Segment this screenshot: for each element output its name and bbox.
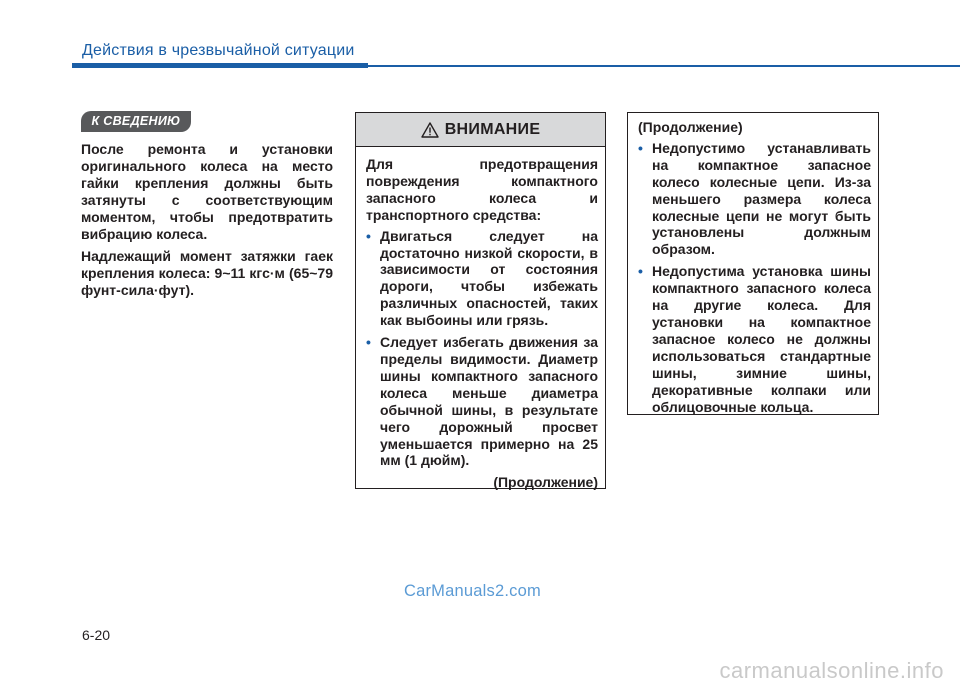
bullet-icon: • [366, 334, 371, 351]
bullet-icon: • [638, 263, 643, 280]
list-item-text: Двигаться следует на достаточно низкой скорости, в зависимости от состояния дороги, чтобы избежать различных опасностей, таких как выбоины или грязь. [380, 227, 598, 329]
note-paragraph: После ремонта и установки оригинального колеса на место гайки крепления должны быть затянуты с соответствующим моментом, чтобы предотвратить вибрацию колеса. [81, 141, 333, 242]
warning-intro: Для предотвращения повреждения компактного запасного колеса и транспортного средства: [366, 156, 598, 223]
continued-heading: (Продолжение) [638, 119, 743, 135]
list-item [366, 334, 598, 469]
header-rule-accent [72, 63, 368, 68]
continued-box [627, 112, 879, 415]
warning-list [366, 228, 598, 470]
warning-box [355, 112, 606, 489]
bullet-icon: • [638, 139, 643, 156]
warning-title: ВНИМАНИЕ [444, 120, 541, 138]
header-rule [368, 65, 960, 67]
site-watermark-link[interactable]: CarManuals2.com [404, 582, 541, 600]
warning-header [356, 113, 605, 147]
note-text [81, 141, 333, 299]
section-title: Действия в чрезвычайной ситуации [82, 42, 355, 59]
continued-list [638, 140, 871, 416]
list-item-text: Недопустима установка шины компактного запасного колеса на другие колеса. Для установки на компактное запасное колесо не должны использоваться стандартные шины, зимние шины, декоративные колпаки или облицовочные кольца. [652, 263, 871, 415]
list-item [366, 228, 598, 329]
page-number: 6-20 [82, 627, 111, 643]
list-item [638, 263, 871, 415]
bullet-icon: • [366, 227, 371, 244]
list-item-text: Следует избегать движения за пределы видимости. Диаметр шины компактного запасного колеса меньше диаметра обычной шины, в результате чего дорожный просвет уменьшается примерно на 25 мм (1 дюйм). [380, 334, 598, 469]
warning-body [356, 147, 605, 491]
continued-label: (Продолжение) [493, 474, 598, 491]
continued-body [628, 113, 878, 415]
note-badge: К СВЕДЕНИЮ [81, 111, 191, 132]
footer-watermark: carmanualsonline.info [719, 658, 944, 683]
warning-triangle-icon [421, 122, 439, 138]
list-item-text: Недопустимо устанавливать на компактное запасное колесо колесные цепи. Из-за меньшего размера колеса колесные цепи не могут быть установлены должным образом. [652, 139, 871, 258]
list-item [638, 140, 871, 258]
note-paragraph: Надлежащий момент затяжки гаек крепления колеса: 9~11 кгс·м (65~79 фунт-сила·фут). [81, 248, 333, 299]
